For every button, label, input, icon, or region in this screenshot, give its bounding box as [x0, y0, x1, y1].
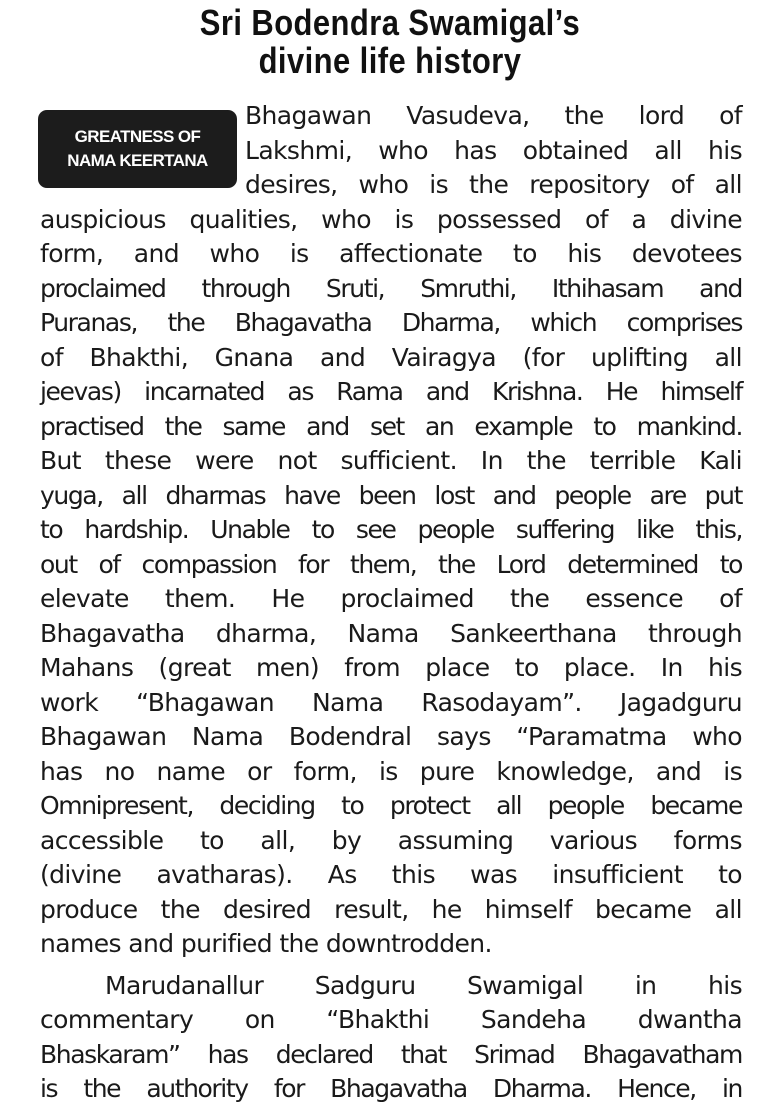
text-line: elevate them. He proclaimed the essence of	[40, 584, 742, 613]
text-line: jeevas) incarnated as Rama and Krishna. He himself	[40, 377, 742, 406]
text-line: out of compassion for them, the Lord determined to	[40, 550, 742, 579]
text-line: commentary on “Bhakthi Sandeha dwantha	[40, 1005, 742, 1034]
text-line: Mahans (great men) from place to place. In his	[40, 653, 742, 682]
text-line: is the authority for Bhagavatha Dharma. Hence, in	[40, 1074, 742, 1103]
text-line: (divine avatharas). As this was insufficient to	[40, 860, 742, 889]
article-title-line-2: divine life history	[258, 40, 522, 81]
text-line: Bhagavatha dharma, Nama Sankeerthana through	[40, 619, 742, 648]
text-line: produce the desired result, he himself became all	[40, 895, 742, 924]
section-badge-line-2: NAMA KEERTANA	[67, 151, 208, 170]
text-line: proclaimed through Sruti, Smruthi, Ithihasam and	[40, 274, 742, 303]
text-line: to hardship. Unable to see people suffering like this,	[40, 515, 742, 544]
text-line: desires, who is the repository of all	[245, 170, 742, 199]
section-badge-line-1: GREATNESS OF	[74, 127, 201, 146]
text-line: of Bhakthi, Gnana and Vairagya (for uplifting all	[40, 343, 742, 372]
text-line: Bhagawan Nama Bodendral says “Paramatma who	[40, 722, 742, 751]
text-line: auspicious qualities, who is possessed of a divine	[40, 205, 742, 234]
text-line: work “Bhagawan Nama Rasodayam”. Jagadguru	[40, 688, 742, 717]
text-line: practised the same and set an example to mankind.	[40, 412, 742, 441]
section-badge	[38, 110, 237, 188]
text-line: But these were not sufficient. In the terrible Kali	[40, 446, 742, 475]
text-line: names and purified the downtrodden.	[40, 929, 492, 958]
text-line: Omnipresent, deciding to protect all people became	[40, 791, 742, 820]
text-line: yuga, all dharmas have been lost and people are put	[40, 481, 742, 510]
text-line: Lakshmi, who has obtained all his	[245, 136, 742, 165]
text-line: accessible to all, by assuming various forms	[40, 826, 742, 855]
article-title-line-1: Sri Bodendra Swamigal’s	[199, 2, 581, 43]
text-line: Marudanallur Sadguru Swamigal in his	[105, 971, 742, 1000]
text-line: Puranas, the Bhagavatha Dharma, which comprises	[40, 308, 742, 337]
text-line: has no name or form, is pure knowledge, and is	[40, 757, 742, 786]
text-line: Bhagawan Vasudeva, the lord of	[245, 101, 742, 130]
text-line: Bhaskaram” has declared that Srimad Bhagavatham	[40, 1040, 742, 1069]
text-line: form, and who is affectionate to his devotees	[40, 239, 742, 268]
